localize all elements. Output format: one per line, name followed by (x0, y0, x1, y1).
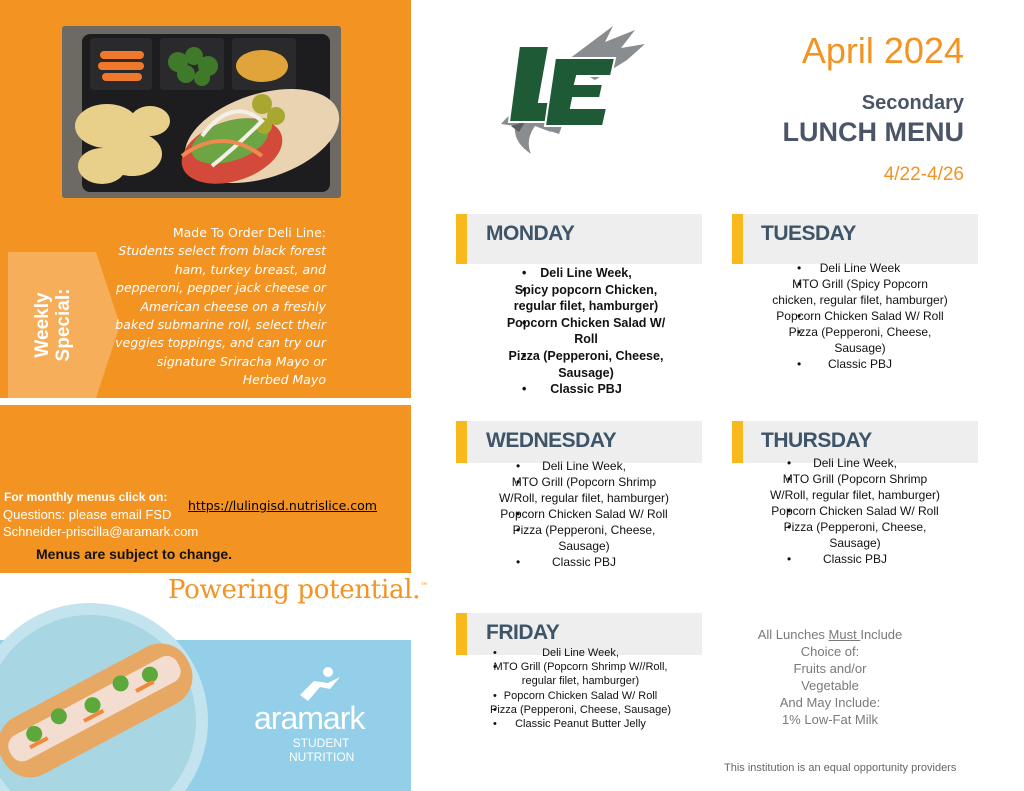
list-item: • Deli Line Week (770, 260, 950, 276)
tuesday-accent-bar (732, 214, 743, 264)
division-line-1: STUDENT (292, 736, 350, 750)
division-line-2: NUTRITION (289, 750, 355, 764)
thursday-menu-list (765, 455, 945, 567)
aramark-wordmark: aramark (254, 700, 365, 736)
student-nutrition-label (289, 736, 353, 764)
wednesday-title: WEDNESDAY (486, 429, 617, 452)
requirement-line-3: Fruits and/or (793, 661, 867, 676)
thursday-title: THURSDAY (761, 429, 872, 452)
tuesday-menu-list (770, 260, 950, 372)
tagline-text: Powering potential. (168, 575, 421, 605)
menu-title: LUNCH MENU (782, 117, 964, 147)
tuesday-title: TUESDAY (761, 222, 856, 245)
monday-menu-list (496, 265, 676, 398)
friday-title: FRIDAY (486, 621, 560, 644)
questions-line: Questions: please email FSD (3, 507, 172, 522)
thursday-accent-bar (732, 421, 743, 463)
list-item: • Pizza (Pepperoni, Cheese, Sausage) (496, 348, 676, 381)
list-item: • Pizza (Pepperoni, Cheese, Sausage) (765, 519, 945, 551)
monthly-menus-label: For monthly menus click on: (4, 490, 168, 504)
list-item: • Pizza (Pepperoni, Cheese, Sausage) (488, 703, 673, 717)
list-item: • Popcorn Chicken Salad W/ Roll (496, 315, 676, 348)
lunch-requirements (740, 626, 920, 728)
aramark-runner-logo (294, 665, 346, 705)
list-item: • Classic PBJ (770, 356, 950, 372)
questions-contact (3, 506, 198, 540)
list-item: • Deli Line Week, (765, 455, 945, 471)
list-item: • Popcorn Chicken Salad W/ Roll (765, 503, 945, 519)
list-item: • Popcorn Chicken Salad W/ Roll (770, 308, 950, 324)
friday-accent-bar (456, 613, 467, 655)
requirement-text: All Lunches (757, 627, 829, 642)
menu-month: April 2024 (801, 30, 964, 71)
school-eagle-logo (495, 22, 655, 162)
wednesday-menu-list (494, 458, 674, 570)
weekly-special-label: Weekly Special: (32, 288, 74, 362)
list-item: • Classic PBJ (765, 551, 945, 567)
monday-title: MONDAY (486, 222, 575, 245)
requirement-line-6: 1% Low-Fat Milk (781, 712, 879, 727)
monday-accent-bar (456, 214, 467, 264)
special-body: Students select from black forest ham, turkey breast, and pepperoni, pepper jack cheese or American cheese on a freshly baked submarine roll, select their veggies toppings, and can try our signature Sriracha Mayo or Herbed Mayo (115, 243, 326, 388)
list-item: • MTO Grill (Spicy Popcorn chicken, regular filet, hamburger) (770, 276, 950, 308)
requirement-text: Include (860, 627, 903, 642)
list-item: • Classic PBJ (496, 381, 676, 398)
list-item: • Popcorn Chicken Salad W/ Roll (488, 689, 673, 703)
lunch-tray-photo (62, 26, 341, 198)
list-item: • Deli Line Week, (488, 646, 673, 660)
list-item: • Classic Peanut Butter Jelly (488, 717, 673, 731)
list-item: • Deli Line Week, (496, 265, 676, 282)
list-item: • Spicy popcorn Chicken, regular filet, hamburger) (496, 282, 676, 315)
requirement-line-4: Vegetable (801, 678, 859, 693)
special-title: Made To Order Deli Line: (172, 225, 326, 240)
list-item: • MTO Grill (Popcorn Shrimp W/Roll, regular filet, hamburger) (765, 471, 945, 503)
list-item: • Popcorn Chicken Salad W/ Roll (494, 506, 674, 522)
weekly-special-description (115, 224, 326, 390)
wednesday-accent-bar (456, 421, 467, 463)
list-item: • Classic PBJ (494, 554, 674, 570)
subject-to-change-note: Menus are subject to change. (36, 546, 233, 562)
list-item: • Pizza (Pepperoni, Cheese, Sausage) (770, 324, 950, 356)
menu-date-range: 4/22-4/26 (883, 164, 964, 185)
contact-email: Schneider-priscilla@aramark.com (3, 524, 199, 539)
friday-menu-list (488, 646, 673, 731)
requirement-line-1 (740, 626, 920, 643)
sub-sandwich-photo (0, 601, 230, 791)
menu-level: Secondary (861, 92, 964, 114)
list-item: • Deli Line Week, (494, 458, 674, 474)
nutrislice-link[interactable]: https://lulingisd.nutrislice.com (188, 498, 377, 513)
trademark-mark: ™ (420, 581, 428, 591)
list-item: • MTO Grill (Popcorn Shrimp W/Roll, regular filet, hamburger) (494, 474, 674, 506)
requirement-line-2: Choice of: (800, 644, 860, 659)
list-item: • MTO Grill (Popcorn Shrimp W//Roll, regular filet, hamburger) (488, 660, 673, 688)
requirement-must: Must (828, 627, 861, 642)
equal-opportunity-footer: This institution is an equal opportunity providers (724, 762, 957, 774)
list-item: • Pizza (Pepperoni, Cheese, Sausage) (494, 522, 674, 554)
requirement-line-5: And May Include: (779, 695, 881, 710)
